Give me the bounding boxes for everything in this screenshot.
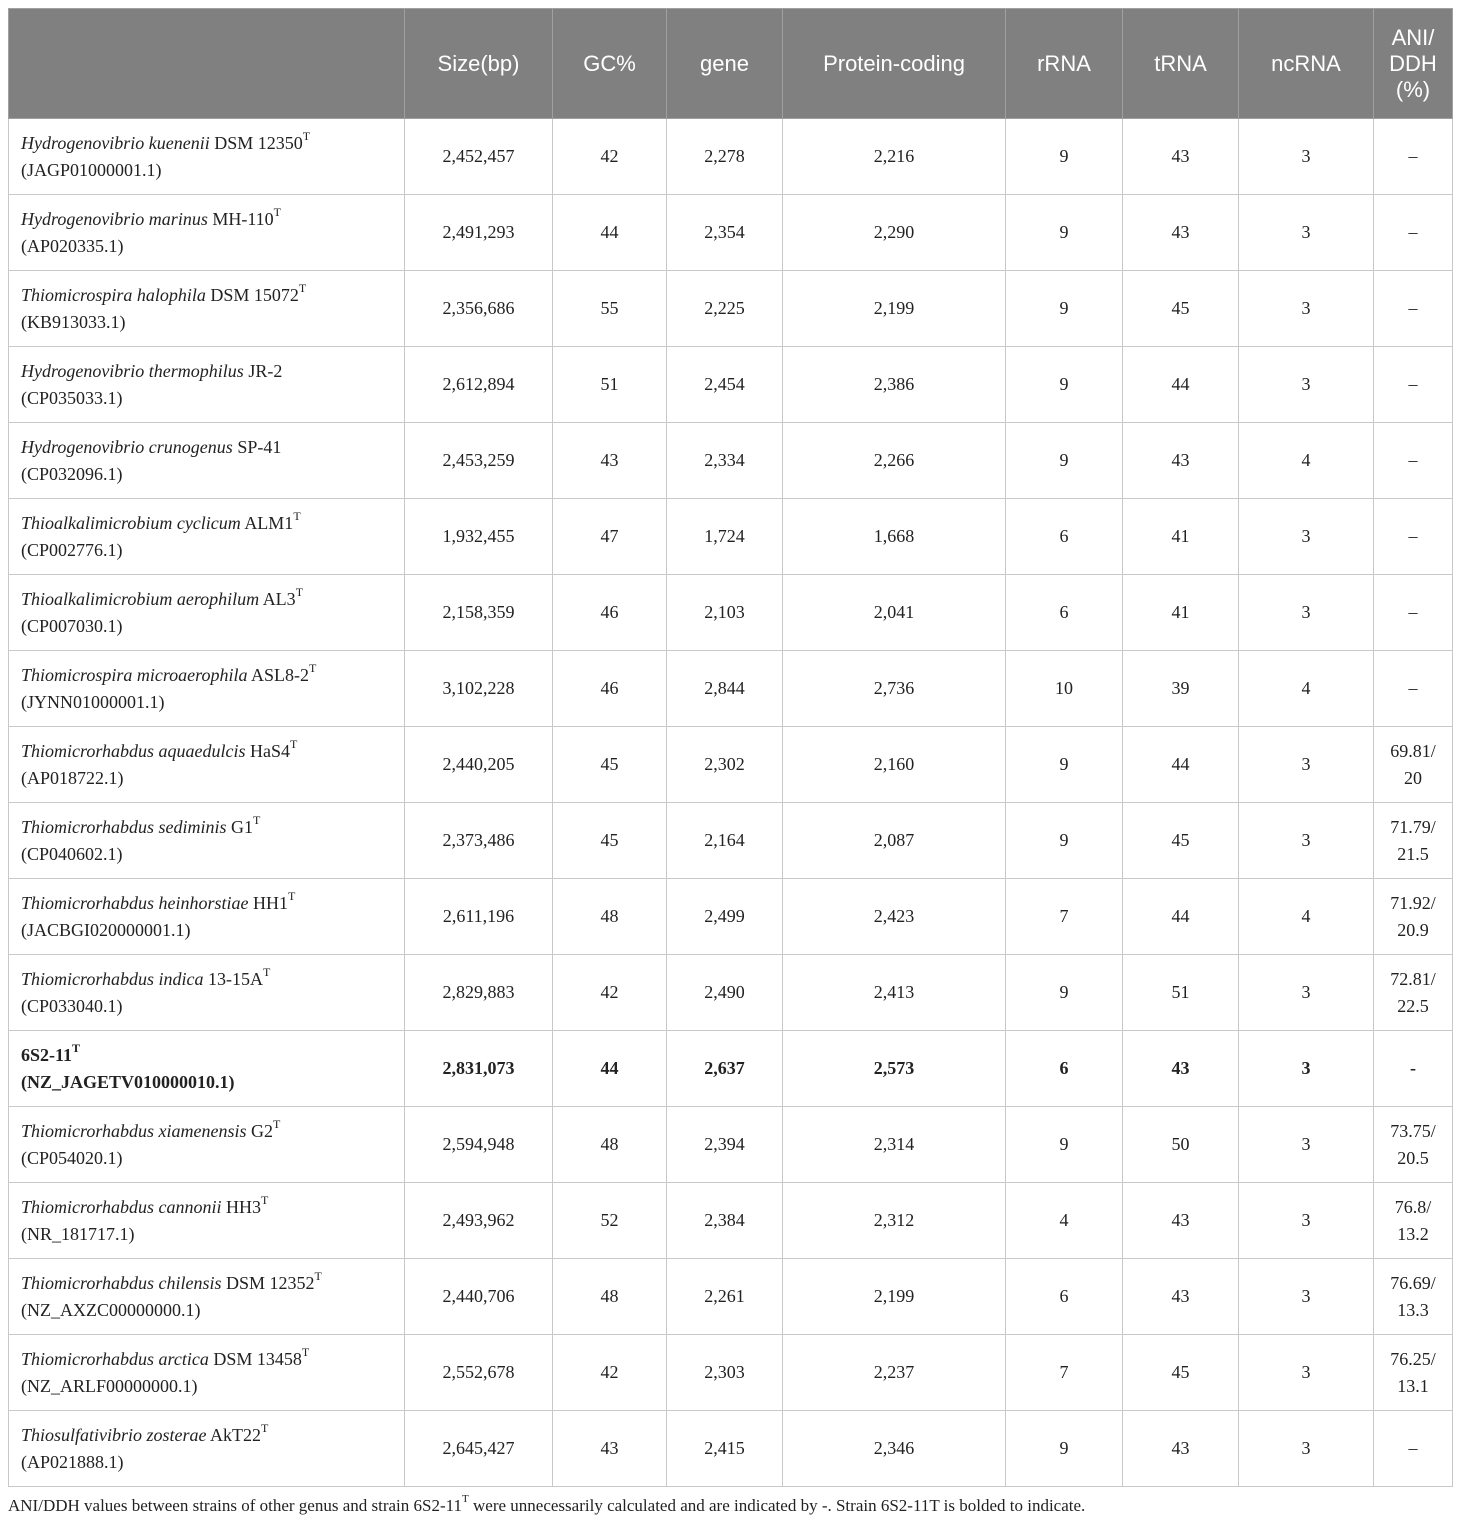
gene-cell: 2,164 [667,803,783,879]
trna-cell: 43 [1123,1183,1239,1259]
size-cell: 2,493,962 [405,1183,553,1259]
strain-id: AL3 [262,588,296,609]
strain-id: JR-2 [248,360,283,381]
gene-cell: 2,394 [667,1107,783,1183]
strain-id: ASL8-2 [251,664,310,685]
table-row [9,1259,1453,1335]
rrna-cell: 9 [1006,955,1123,1031]
header-cell: ANI/ DDH (%) [1374,9,1453,119]
species-name: Thioalkalimicrobium aerophilum [21,588,260,609]
protein-cell: 2,413 [783,955,1006,1031]
accession-number: (JAGP01000001.1) [21,159,162,180]
trna-cell: 41 [1123,499,1239,575]
species-name: Thioalkalimicrobium cyclicum [21,512,241,533]
ani-cell: – [1374,499,1453,575]
type-strain-marker: T [309,660,317,675]
strain-name-line [21,1346,398,1373]
gene-cell: 2,384 [667,1183,783,1259]
gc-cell: 48 [553,879,667,955]
strain-name-line [21,1118,398,1145]
table-row [9,1107,1453,1183]
ani-cell: 71.92/ 20.9 [1374,879,1453,955]
rrna-cell: 9 [1006,1107,1123,1183]
ncrna-cell: 3 [1239,1335,1374,1411]
table-row [9,1335,1453,1411]
rrna-cell: 4 [1006,1183,1123,1259]
protein-cell: 2,386 [783,347,1006,423]
protein-cell: 2,199 [783,271,1006,347]
trna-cell: 43 [1123,423,1239,499]
strain-name-cell [9,1183,405,1259]
footnote-text: ANI/DDH values between strains of other genus and strain 6S2-11 [8,1496,463,1515]
accession-number: (CP054020.1) [21,1147,123,1168]
ani-cell: 73.75/ 20.5 [1374,1107,1453,1183]
protein-cell: 2,199 [783,1259,1006,1335]
strain-name-line [21,282,398,309]
strain-name-line [21,358,398,385]
table-row [9,1183,1453,1259]
ani-cell: – [1374,195,1453,271]
size-cell: 2,831,073 [405,1031,553,1107]
species-name: Thiosulfativibrio zosterae [21,1424,207,1445]
gc-cell: 51 [553,347,667,423]
ncrna-cell: 3 [1239,1411,1374,1487]
protein-cell: 2,087 [783,803,1006,879]
table-row [9,879,1453,955]
ani-cell: 71.79/ 21.5 [1374,803,1453,879]
header-cell: Protein-coding [783,9,1006,119]
species-name: Thiomicrospira halophila [21,284,206,305]
gc-cell: 55 [553,271,667,347]
ani-cell: 69.81/ 20 [1374,727,1453,803]
gene-cell: 2,454 [667,347,783,423]
strain-name-cell [9,119,405,195]
footnote-text-end: were unnecessarily calculated and are indicated by -. Strain 6S2-11T is bolded to indicate. [468,1496,1086,1515]
header-cell [9,9,405,119]
strain-id: DSM 12350 [214,132,303,153]
trna-cell: 43 [1123,1411,1239,1487]
gene-cell: 2,261 [667,1259,783,1335]
gene-cell: 2,303 [667,1335,783,1411]
accession-number: (CP033040.1) [21,995,123,1016]
accession-number: (AP018722.1) [21,767,124,788]
protein-cell: 2,237 [783,1335,1006,1411]
strain-name-cell [9,575,405,651]
ncrna-cell: 3 [1239,727,1374,803]
rrna-cell: 9 [1006,271,1123,347]
gc-cell: 42 [553,1335,667,1411]
protein-cell: 2,160 [783,727,1006,803]
species-name: Thiomicrorhabdus aquaedulcis [21,740,246,761]
protein-cell: 2,216 [783,119,1006,195]
ncrna-cell: 3 [1239,955,1374,1031]
species-name: Hydrogenovibrio crunogenus [21,436,233,457]
gc-cell: 46 [553,575,667,651]
strain-name-cell [9,879,405,955]
strain-name-cell [9,1031,405,1107]
protein-cell: 2,736 [783,651,1006,727]
ncrna-cell: 3 [1239,1107,1374,1183]
ani-cell: – [1374,423,1453,499]
ani-cell: – [1374,271,1453,347]
gc-cell: 48 [553,1107,667,1183]
ani-cell: 76.8/ 13.2 [1374,1183,1453,1259]
species-name: Thiomicrorhabdus xiamenensis [21,1120,247,1141]
type-strain-marker: T [261,1192,269,1207]
trna-cell: 43 [1123,1031,1239,1107]
protein-cell: 2,290 [783,195,1006,271]
type-strain-marker: T [314,1268,322,1283]
header-cell: rRNA [1006,9,1123,119]
table-row [9,727,1453,803]
type-strain-marker: T [295,584,304,599]
table-row [9,955,1453,1031]
gc-cell: 48 [553,1259,667,1335]
species-name: Thiomicrorhabdus cannonii [21,1196,222,1217]
ncrna-cell: 4 [1239,879,1374,955]
rrna-cell: 9 [1006,195,1123,271]
species-name: Thiomicrorhabdus heinhorstiae [21,892,249,913]
species-name: Hydrogenovibrio marinus [21,208,208,229]
ncrna-cell: 3 [1239,803,1374,879]
strain-name-line [21,206,398,233]
protein-cell: 2,312 [783,1183,1006,1259]
rrna-cell: 9 [1006,347,1123,423]
gc-cell: 46 [553,651,667,727]
protein-cell: 1,668 [783,499,1006,575]
gc-cell: 45 [553,803,667,879]
accession-number: (CP040602.1) [21,843,123,864]
accession-number: (NR_181717.1) [21,1223,135,1244]
type-strain-marker: T [288,888,296,903]
protein-cell: 2,346 [783,1411,1006,1487]
trna-cell: 45 [1123,271,1239,347]
ncrna-cell: 3 [1239,195,1374,271]
rrna-cell: 9 [1006,727,1123,803]
species-name: Thiomicrorhabdus arctica [21,1348,209,1369]
type-strain-marker: T [253,812,261,827]
trna-cell: 44 [1123,727,1239,803]
strain-name-line [21,662,398,689]
size-cell: 2,645,427 [405,1411,553,1487]
table-row [9,651,1453,727]
ani-cell: – [1374,1411,1453,1487]
species-name: Hydrogenovibrio thermophilus [21,360,244,381]
trna-cell: 44 [1123,879,1239,955]
strain-id: G1 [231,816,254,837]
size-cell: 2,440,205 [405,727,553,803]
table-body [9,119,1453,1487]
accession-number: (NZ_ARLF00000000.1) [21,1375,198,1396]
strain-name-line [21,510,398,537]
gene-cell: 2,637 [667,1031,783,1107]
trna-cell: 39 [1123,651,1239,727]
species-name: Thiomicrorhabdus indica [21,968,204,989]
type-strain-marker: T [273,204,282,219]
ani-cell: – [1374,347,1453,423]
table-row [9,499,1453,575]
rrna-cell: 9 [1006,119,1123,195]
ncrna-cell: 3 [1239,1183,1374,1259]
rrna-cell: 6 [1006,1031,1123,1107]
genome-comparison-table [8,8,1453,1487]
strain-name-line [21,130,398,157]
ncrna-cell: 3 [1239,271,1374,347]
size-cell: 2,373,486 [405,803,553,879]
strain-id: DSM 13458 [213,1348,302,1369]
trna-cell: 43 [1123,195,1239,271]
strain-name-line [21,738,398,765]
rrna-cell: 7 [1006,1335,1123,1411]
ani-cell: - [1374,1031,1453,1107]
gene-cell: 2,844 [667,651,783,727]
size-cell: 2,611,196 [405,879,553,955]
header-cell: ncRNA [1239,9,1374,119]
ncrna-cell: 3 [1239,1259,1374,1335]
trna-cell: 41 [1123,575,1239,651]
trna-cell: 45 [1123,1335,1239,1411]
strain-id: 6S2-11 [21,1044,73,1065]
size-cell: 2,453,259 [405,423,553,499]
strain-id: AkT22 [210,1424,262,1445]
rrna-cell: 6 [1006,575,1123,651]
table-row [9,803,1453,879]
gc-cell: 42 [553,955,667,1031]
table-row [9,1411,1453,1487]
strain-name-line [21,890,398,917]
species-name: Hydrogenovibrio kuenenii [21,132,210,153]
protein-cell: 2,423 [783,879,1006,955]
header-cell: Size(bp) [405,9,553,119]
type-strain-marker: T [273,1116,281,1131]
type-strain-marker: T [302,128,311,143]
type-strain-marker: T [298,280,307,295]
species-name: Thiomicrorhabdus sediminis [21,816,227,837]
type-strain-marker: T [263,964,271,979]
gene-cell: 2,225 [667,271,783,347]
table-row [9,119,1453,195]
strain-name-cell [9,1411,405,1487]
ani-cell: – [1374,575,1453,651]
gene-cell: 2,499 [667,879,783,955]
trna-cell: 43 [1123,1259,1239,1335]
strain-id: DSM 15072 [210,284,299,305]
accession-number: (KB913033.1) [21,311,126,332]
accession-number: (AP021888.1) [21,1451,124,1472]
type-strain-marker: T [301,1344,310,1359]
size-cell: 2,594,948 [405,1107,553,1183]
table-row [9,575,1453,651]
rrna-cell: 9 [1006,423,1123,499]
size-cell: 2,612,894 [405,347,553,423]
strain-id: G2 [251,1120,274,1141]
gc-cell: 47 [553,499,667,575]
strain-name-line [21,814,398,841]
gene-cell: 2,103 [667,575,783,651]
strain-name-line [21,1422,398,1449]
strain-name-cell [9,195,405,271]
rrna-cell: 9 [1006,1411,1123,1487]
type-strain-marker: T [290,736,298,751]
strain-id: HaS4 [250,740,291,761]
header-row [9,9,1453,119]
strain-name-cell [9,955,405,1031]
gc-cell: 44 [553,1031,667,1107]
strain-name-cell [9,347,405,423]
strain-name-line [21,1194,398,1221]
strain-name-cell [9,727,405,803]
table-row [9,347,1453,423]
strain-id: HH1 [253,892,289,913]
rrna-cell: 6 [1006,499,1123,575]
size-cell: 2,829,883 [405,955,553,1031]
rrna-cell: 6 [1006,1259,1123,1335]
protein-cell: 2,573 [783,1031,1006,1107]
strain-name-cell [9,651,405,727]
strain-name-cell [9,803,405,879]
table-row [9,1031,1453,1107]
ani-cell: 72.81/ 22.5 [1374,955,1453,1031]
ani-cell: 76.69/ 13.3 [1374,1259,1453,1335]
ncrna-cell: 4 [1239,651,1374,727]
ncrna-cell: 3 [1239,119,1374,195]
trna-cell: 51 [1123,955,1239,1031]
gc-cell: 52 [553,1183,667,1259]
size-cell: 3,102,228 [405,651,553,727]
gc-cell: 42 [553,119,667,195]
strain-name-line [21,1042,398,1069]
gene-cell: 2,415 [667,1411,783,1487]
ncrna-cell: 4 [1239,423,1374,499]
accession-number: (CP035033.1) [21,387,123,408]
strain-name-line [21,1270,398,1297]
table-row [9,271,1453,347]
size-cell: 2,440,706 [405,1259,553,1335]
gc-cell: 45 [553,727,667,803]
protein-cell: 2,041 [783,575,1006,651]
rrna-cell: 10 [1006,651,1123,727]
accession-number: (JYNN01000001.1) [21,691,165,712]
ncrna-cell: 3 [1239,347,1374,423]
type-strain-marker: T [261,1420,269,1435]
strain-id: HH3 [226,1196,262,1217]
accession-number: (NZ_AXZC00000000.1) [21,1299,201,1320]
table-footnote [8,1493,1086,1516]
strain-id: MH-110 [212,208,274,229]
trna-cell: 43 [1123,119,1239,195]
accession-number: (NZ_JAGETV010000010.1) [21,1071,235,1092]
rrna-cell: 9 [1006,803,1123,879]
protein-cell: 2,314 [783,1107,1006,1183]
strain-name-line [21,966,398,993]
ncrna-cell: 3 [1239,575,1374,651]
ncrna-cell: 3 [1239,1031,1374,1107]
table-row [9,423,1453,499]
accession-number: (JACBGI020000001.1) [21,919,191,940]
header-cell: GC% [553,9,667,119]
header-cell: gene [667,9,783,119]
size-cell: 1,932,455 [405,499,553,575]
gc-cell: 43 [553,1411,667,1487]
strain-id: SP-41 [237,436,282,457]
footnote-superscript: T [462,1493,469,1506]
strain-name-cell [9,1259,405,1335]
ncrna-cell: 3 [1239,499,1374,575]
ani-cell: – [1374,651,1453,727]
type-strain-marker: T [72,1040,81,1055]
protein-cell: 2,266 [783,423,1006,499]
strain-id: ALM1 [244,512,294,533]
species-name: Thiomicrospira microaerophila [21,664,248,685]
gc-cell: 43 [553,423,667,499]
strain-id: DSM 12352 [226,1272,315,1293]
size-cell: 2,158,359 [405,575,553,651]
accession-number: (CP032096.1) [21,463,123,484]
size-cell: 2,491,293 [405,195,553,271]
size-cell: 2,356,686 [405,271,553,347]
trna-cell: 50 [1123,1107,1239,1183]
strain-name-cell [9,499,405,575]
gene-cell: 2,490 [667,955,783,1031]
strain-id: 13-15A [208,968,264,989]
species-name: Thiomicrorhabdus chilensis [21,1272,222,1293]
ani-cell: 76.25/ 13.1 [1374,1335,1453,1411]
ani-cell: – [1374,119,1453,195]
size-cell: 2,552,678 [405,1335,553,1411]
accession-number: (CP002776.1) [21,539,123,560]
strain-name-cell [9,1107,405,1183]
gene-cell: 2,334 [667,423,783,499]
size-cell: 2,452,457 [405,119,553,195]
table-container [8,8,1452,1487]
accession-number: (CP007030.1) [21,615,123,636]
gene-cell: 2,302 [667,727,783,803]
type-strain-marker: T [293,508,301,523]
strain-name-cell [9,423,405,499]
strain-name-cell [9,271,405,347]
strain-name-cell [9,1335,405,1411]
strain-name-line [21,586,398,613]
table-row [9,195,1453,271]
gc-cell: 44 [553,195,667,271]
header-cell: tRNA [1123,9,1239,119]
gene-cell: 2,278 [667,119,783,195]
accession-number: (AP020335.1) [21,235,124,256]
trna-cell: 45 [1123,803,1239,879]
rrna-cell: 7 [1006,879,1123,955]
strain-name-line [21,434,398,461]
trna-cell: 44 [1123,347,1239,423]
gene-cell: 2,354 [667,195,783,271]
gene-cell: 1,724 [667,499,783,575]
